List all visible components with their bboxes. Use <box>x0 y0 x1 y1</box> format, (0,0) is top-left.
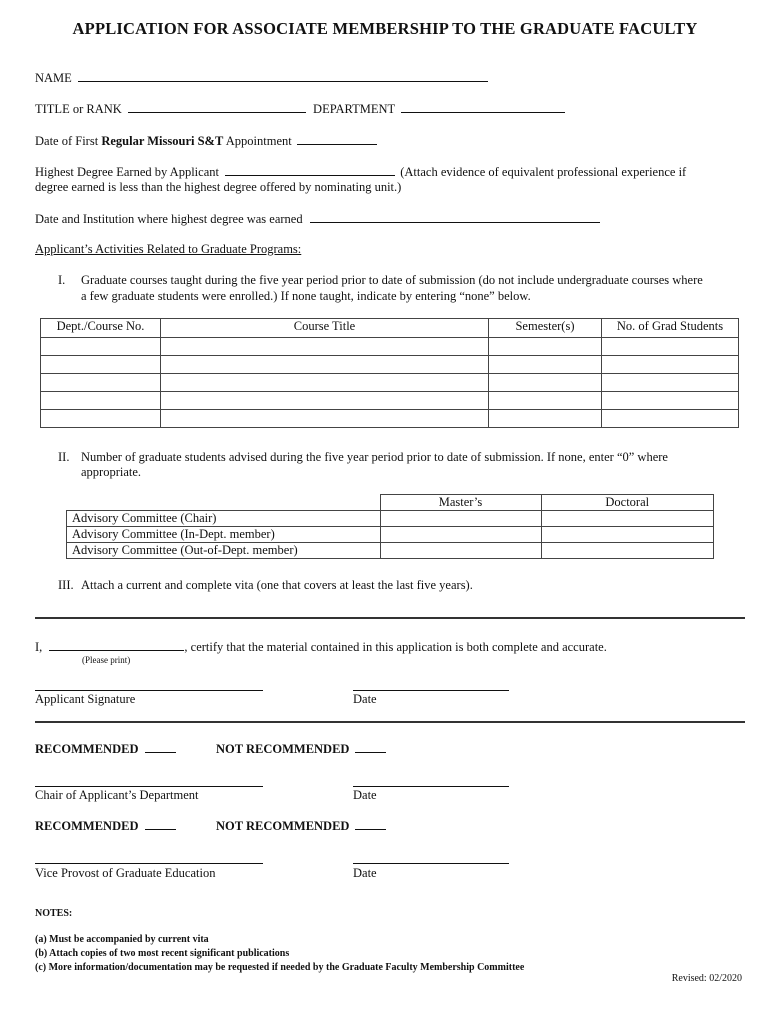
chair-recommend-row <box>35 741 176 757</box>
title-rank-label: TITLE or RANK <box>35 102 122 116</box>
please-print: (Please print) <box>82 655 131 665</box>
notes-heading: NOTES: <box>35 908 73 919</box>
section1-num: I. <box>58 273 66 287</box>
table-cell[interactable] <box>541 511 714 527</box>
advising-table <box>66 494 714 559</box>
table-cell[interactable] <box>161 374 489 392</box>
vp-date-line[interactable] <box>353 863 509 864</box>
advising-row-label: Advisory Committee (Out-of-Dept. member) <box>67 543 381 559</box>
table-row <box>41 338 739 356</box>
vp-date-label: Date <box>353 866 377 880</box>
divider <box>35 721 745 723</box>
table-cell[interactable] <box>489 356 602 374</box>
table-cell[interactable] <box>602 374 739 392</box>
note-c: (c) More information/documentation may be requested if needed by the Graduate Faculty Membership Committee <box>35 962 525 973</box>
vp-recommend-row <box>35 818 176 834</box>
courses-table <box>40 318 739 428</box>
activities-heading: Applicant’s Activities Related to Graduate Programs: <box>35 242 302 256</box>
section1-text-2: a few graduate students were enrolled.) If none taught, indicate by entering “none” below. <box>81 289 531 303</box>
name-field[interactable] <box>78 70 488 82</box>
section2-num: II. <box>58 450 70 464</box>
table-cell[interactable] <box>489 374 602 392</box>
certify-prefix: I, <box>35 640 43 654</box>
name-label: NAME <box>35 71 72 85</box>
chair-recommended-field[interactable] <box>145 741 176 753</box>
col-masters: Master’s <box>380 495 541 511</box>
table-cell[interactable] <box>161 338 489 356</box>
section2-text-2: appropriate. <box>81 465 142 479</box>
table-cell[interactable] <box>602 392 739 410</box>
advising-corner <box>67 495 381 511</box>
col-grad-students: No. of Grad Students <box>602 319 739 338</box>
advising-row-label: Advisory Committee (Chair) <box>67 511 381 527</box>
chair-not-recommend-row <box>216 741 386 757</box>
chair-signature-line[interactable] <box>35 786 263 787</box>
not-recommended-label: NOT RECOMMENDED <box>216 742 350 756</box>
table-row <box>41 410 739 428</box>
section2-text-1: Number of graduate students advised during the five year period prior to date of submission. If none, enter “0” where <box>81 450 668 464</box>
first-appt-suffix: Appointment <box>223 134 292 148</box>
recommended-label: RECOMMENDED <box>35 819 139 833</box>
table-cell[interactable] <box>602 410 739 428</box>
table-cell[interactable] <box>541 527 714 543</box>
section1-text-1: Graduate courses taught during the five year period prior to date of submission (do not include undergraduate courses where <box>81 273 703 287</box>
table-cell[interactable] <box>380 511 541 527</box>
chair-signature-label: Chair of Applicant’s Department <box>35 788 199 802</box>
chair-not-recommended-field[interactable] <box>355 741 386 753</box>
divider <box>35 617 745 619</box>
applicant-signature-line[interactable] <box>35 690 263 691</box>
applicant-signature-label: Applicant Signature <box>35 692 136 706</box>
table-cell[interactable] <box>602 338 739 356</box>
table-cell[interactable] <box>41 410 161 428</box>
institution-row <box>35 211 600 227</box>
table-cell[interactable] <box>161 356 489 374</box>
recommended-label: RECOMMENDED <box>35 742 139 756</box>
certify-name-field[interactable] <box>49 639 184 651</box>
table-cell[interactable] <box>41 374 161 392</box>
courses-header-row <box>41 319 739 338</box>
table-row <box>67 543 714 559</box>
chair-date-line[interactable] <box>353 786 509 787</box>
first-appt-prefix: Date of First <box>35 134 102 148</box>
form-title: APPLICATION FOR ASSOCIATE MEMBERSHIP TO THE GRADUATE FACULTY <box>72 19 698 38</box>
table-cell[interactable] <box>602 356 739 374</box>
table-row <box>41 374 739 392</box>
note-b: (b) Attach copies of two most recent significant publications <box>35 948 290 959</box>
table-row <box>41 392 739 410</box>
applicant-date-label: Date <box>353 692 377 706</box>
department-field[interactable] <box>401 101 565 113</box>
section3-text: Attach a current and complete vita (one that covers at least the last five years). <box>81 578 473 592</box>
table-row <box>67 527 714 543</box>
certify-row <box>35 639 607 655</box>
degree-note-1: (Attach evidence of equivalent professional experience if <box>400 165 687 179</box>
department-label: DEPARTMENT <box>313 102 395 116</box>
advising-row-label: Advisory Committee (In-Dept. member) <box>67 527 381 543</box>
first-appointment-field[interactable] <box>297 133 377 145</box>
table-cell[interactable] <box>380 527 541 543</box>
advising-header-row <box>67 495 714 511</box>
title-rank-field[interactable] <box>128 101 306 113</box>
col-doctoral: Doctoral <box>541 495 714 511</box>
name-row <box>35 70 488 86</box>
col-course-title: Course Title <box>161 319 489 338</box>
institution-label: Date and Institution where highest degree was earned <box>35 212 303 226</box>
table-cell[interactable] <box>489 410 602 428</box>
col-dept-course: Dept./Course No. <box>41 319 161 338</box>
vp-signature-label: Vice Provost of Graduate Education <box>35 866 216 880</box>
certify-text: , certify that the material contained in this application is both complete and accurate. <box>184 640 607 654</box>
table-row <box>67 511 714 527</box>
table-cell[interactable] <box>161 392 489 410</box>
chair-date-label: Date <box>353 788 377 802</box>
section3-num: III. <box>58 578 74 592</box>
vp-not-recommend-row <box>216 818 386 834</box>
note-a: (a) Must be accompanied by current vita <box>35 934 209 945</box>
table-cell[interactable] <box>489 392 602 410</box>
first-appointment-row <box>35 133 377 149</box>
vp-signature-line[interactable] <box>35 863 263 864</box>
degree-label: Highest Degree Earned by Applicant <box>35 165 219 179</box>
table-cell[interactable] <box>489 338 602 356</box>
applicant-date-line[interactable] <box>353 690 509 691</box>
revised-date: Revised: 02/2020 <box>671 973 742 984</box>
degree-field[interactable] <box>225 164 395 176</box>
table-cell[interactable] <box>380 543 541 559</box>
vp-recommended-field[interactable] <box>145 818 176 830</box>
degree-row <box>35 164 686 180</box>
table-cell[interactable] <box>41 338 161 356</box>
title-rank-row <box>35 101 565 117</box>
not-recommended-label: NOT RECOMMENDED <box>216 819 350 833</box>
degree-note-2: degree earned is less than the highest degree offered by nominating unit.) <box>35 180 402 194</box>
vp-not-recommended-field[interactable] <box>355 818 386 830</box>
institution-field[interactable] <box>310 211 600 223</box>
col-semesters: Semester(s) <box>489 319 602 338</box>
table-cell[interactable] <box>541 543 714 559</box>
table-cell[interactable] <box>41 356 161 374</box>
table-row <box>41 356 739 374</box>
table-cell[interactable] <box>161 410 489 428</box>
first-appt-bold: Regular Missouri S&T <box>101 134 224 148</box>
table-cell[interactable] <box>41 392 161 410</box>
